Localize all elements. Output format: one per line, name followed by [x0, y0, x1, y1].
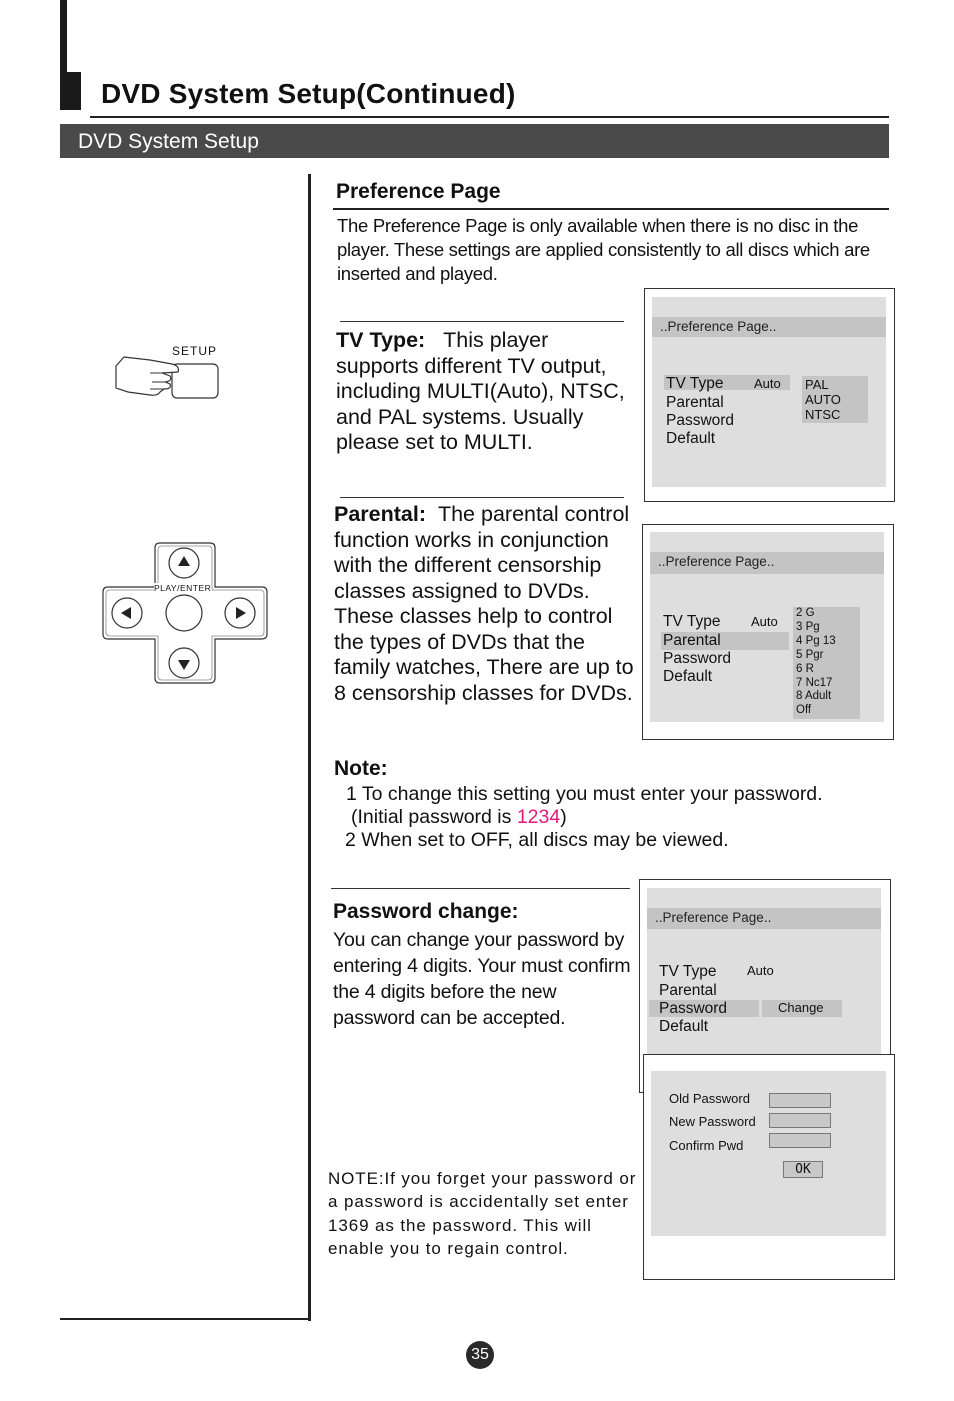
osd-parental-options — [793, 607, 860, 719]
parental-text: The parental control function works in conjunction with the different censorship classes assigned to DVDs. These classes help to control the types of DVDs that the family watches, There are up to 8 censorship classes for DVDs. — [334, 502, 634, 705]
osd-title-bar — [650, 552, 884, 574]
osd-menu-tv-type: TV Type — [666, 375, 724, 392]
osd-tv-option: NTSC — [805, 407, 841, 422]
osd-tv-type-screen — [644, 288, 895, 502]
section-bar — [60, 124, 889, 158]
osd-tv-value: Auto — [747, 963, 774, 978]
osd-parental-option: 3 Pg — [796, 620, 820, 633]
note-line-1: 1 To change this setting you must enter your password. — [346, 783, 823, 805]
osd-title-bar — [652, 317, 886, 337]
old-password-label: Old Password — [669, 1091, 750, 1106]
osd-tv-options — [802, 376, 868, 423]
osd-parental-option: 7 Nc17 — [796, 676, 833, 689]
osd-menu-default: Default — [666, 430, 716, 447]
tv-type-text: This player supports different TV output, including MULTI(Auto), NTSC, and PAL systems. Usually please set to MULTI. — [336, 328, 625, 454]
new-password-label: New Password — [669, 1114, 756, 1129]
parental-paragraph — [334, 502, 636, 706]
tv-type-paragraph — [336, 328, 634, 456]
osd-menu-parental: Parental — [659, 982, 717, 999]
ok-button: OK — [783, 1161, 823, 1178]
note-line-2 — [351, 806, 567, 829]
osd-parental-option: 5 Pgr — [796, 648, 824, 661]
preference-rule — [333, 208, 889, 210]
osd-title: ..Preference Page.. — [660, 319, 777, 334]
osd-menu-password: Password — [666, 412, 735, 429]
forget-password-note: NOTE:If you forget your password or a password is accidentally set enter 1369 as the password. This will enable you to regain control. — [328, 1169, 637, 1258]
osd-tv-value: Auto — [754, 376, 781, 391]
osd-parental-option: 8 Adult — [796, 690, 832, 703]
hand-press-icon — [110, 354, 225, 404]
parental-rule — [340, 497, 624, 498]
confirm-pwd-label: Confirm Pwd — [669, 1138, 744, 1153]
osd-menu-default: Default — [659, 1018, 709, 1035]
osd-title: ..Preference Page.. — [658, 554, 775, 569]
dpad-icon — [102, 542, 268, 684]
osd-parental-option: 4 Pg 13 — [796, 634, 836, 647]
osd-menu-parental: Parental — [663, 632, 721, 649]
setup-button-illustration — [110, 340, 225, 405]
tv-type-label: TV Type: — [336, 328, 426, 352]
osd-menu-tv-type: TV Type — [663, 613, 721, 630]
setup-label: SETUP — [172, 344, 218, 358]
note-heading: Note: — [334, 757, 388, 780]
parental-label: Parental: — [334, 502, 427, 526]
osd-password-entry-screen — [643, 1054, 895, 1280]
note-line-2-suffix: ) — [560, 806, 567, 828]
section-title: DVD System Setup — [78, 130, 259, 153]
osd-tv-value: Auto — [751, 614, 778, 629]
osd-tv-option: AUTO — [805, 392, 841, 407]
osd-parental-option: 2 G — [796, 607, 815, 619]
password-change-heading: Password change: — [333, 900, 519, 923]
enter-label: PLAY/ENTER — [154, 583, 212, 593]
osd-menu-password: Password — [663, 650, 732, 667]
osd-parental-option: 6 R — [796, 662, 814, 675]
confirm-pwd-field — [769, 1133, 831, 1148]
osd-menu-tv-type: TV Type — [659, 963, 717, 980]
title-rule — [90, 116, 889, 118]
preference-intro: The Preference Page is only available when there is no disc in the player. These settings are applied consistently to all discs which are inserted and played. — [337, 215, 870, 284]
osd-title: ..Preference Page.. — [655, 910, 772, 925]
initial-password: 1234 — [516, 806, 561, 828]
note-line-3: 2 When set to OFF, all discs may be viewed. — [345, 829, 729, 851]
column-divider — [308, 174, 311, 1321]
osd-title-bar — [647, 908, 881, 929]
page-number: 35 — [466, 1341, 494, 1369]
osd-parental-screen — [642, 524, 894, 740]
osd-menu-default: Default — [663, 668, 713, 685]
tv-type-rule — [340, 321, 624, 322]
osd-parental-option: Off — [796, 704, 812, 717]
password-change-text: You can change your password by entering 4 digits. Your must confirm the 4 digits before the new password can be accepted. — [333, 929, 631, 1029]
dpad-illustration — [102, 542, 268, 684]
preference-heading: Preference Page — [336, 180, 501, 203]
osd-tv-option: PAL — [805, 377, 829, 392]
note-line-2-prefix: (Initial password is — [351, 806, 517, 828]
header-block — [60, 72, 81, 110]
osd-menu-password: Password — [659, 1000, 728, 1017]
new-password-field — [769, 1113, 831, 1128]
osd-password-value: Change — [778, 1000, 824, 1015]
page-title: DVD System Setup(Continued) — [101, 78, 516, 109]
password-rule — [331, 888, 630, 889]
old-password-field — [769, 1093, 831, 1108]
column-bottom-rule — [60, 1318, 311, 1320]
osd-menu-parental: Parental — [666, 394, 724, 411]
